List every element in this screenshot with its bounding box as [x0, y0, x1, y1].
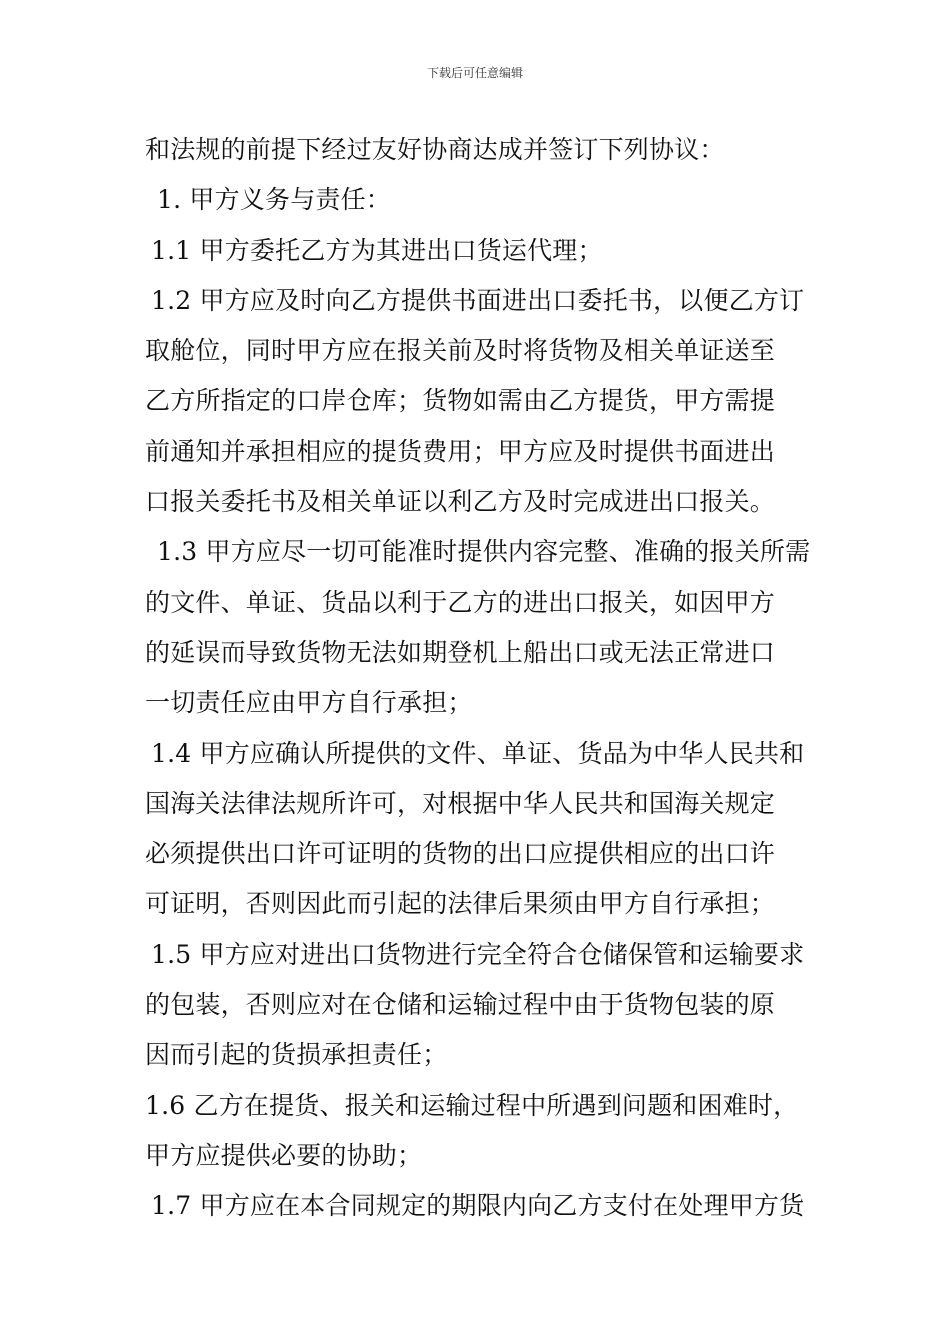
clause-line: 1.6 乙方在提货、报关和运输过程中所遇到问题和困难时， — [145, 1090, 799, 1120]
text-line: 和法规的前提下经过友好协商达成并签订下列协议： — [145, 135, 725, 164]
text-line: 的包装，否则应对在仓储和运输过程中由于货物包装的原 — [145, 990, 776, 1020]
text-line: 乙方所指定的口岸仓库；货物如需由乙方提货，甲方需提 — [145, 386, 776, 416]
clause-line: 1.7 甲方应在本合同规定的期限内向乙方支付在处理甲方货 — [151, 1191, 805, 1221]
text-line: 前通知并承担相应的提货费用；甲方应及时提供书面进出 — [145, 436, 776, 466]
text-line: 可证明，否则因此而引起的法律后果须由甲方自行承担； — [145, 889, 776, 919]
clause-line: 1.5 甲方应对进出口货物进行完全符合仓储保管和运输要求 — [151, 939, 805, 969]
text-line: 甲方应提供必要的协助； — [145, 1140, 423, 1170]
text-line: 口报关委托书及相关单证以利乙方及时完成进出口报关。 — [145, 487, 776, 517]
text-line: 取舱位，同时甲方应在报关前及时将货物及相关单证送至 — [145, 336, 776, 366]
text-line: 因而引起的货损承担责任； — [145, 1040, 448, 1070]
text-line: 的延误而导致货物无法如期登机上船出口或无法正常进口 — [145, 637, 776, 667]
section-heading: 1. 甲方义务与责任： — [157, 185, 392, 215]
text-line: 的文件、单证、货品以利于乙方的进出口报关，如因甲方 — [145, 587, 776, 617]
document-body — [145, 125, 810, 1232]
clause-line: 1.4 甲方应确认所提供的文件、单证、货品为中华人民共和 — [151, 738, 805, 768]
text-line: 国海关法律法规所许可，对根据中华人民共和国海关规定 — [145, 788, 776, 818]
clause-line: 1.1 甲方委托乙方为其进出口货运代理； — [151, 235, 603, 265]
page-header-note: 下载后可任意编辑 — [426, 66, 523, 80]
clause-line: 1.2 甲方应及时向乙方提供书面进出口委托书，以便乙方订 — [151, 285, 805, 315]
text-line: 必须提供出口许可证明的货物的出口应提供相应的出口许 — [145, 839, 776, 869]
text-line: 一切责任应由甲方自行承担； — [145, 688, 473, 718]
clause-line: 1.3 甲方应尽一切可能准时提供内容完整、准确的报关所需 — [157, 537, 811, 567]
